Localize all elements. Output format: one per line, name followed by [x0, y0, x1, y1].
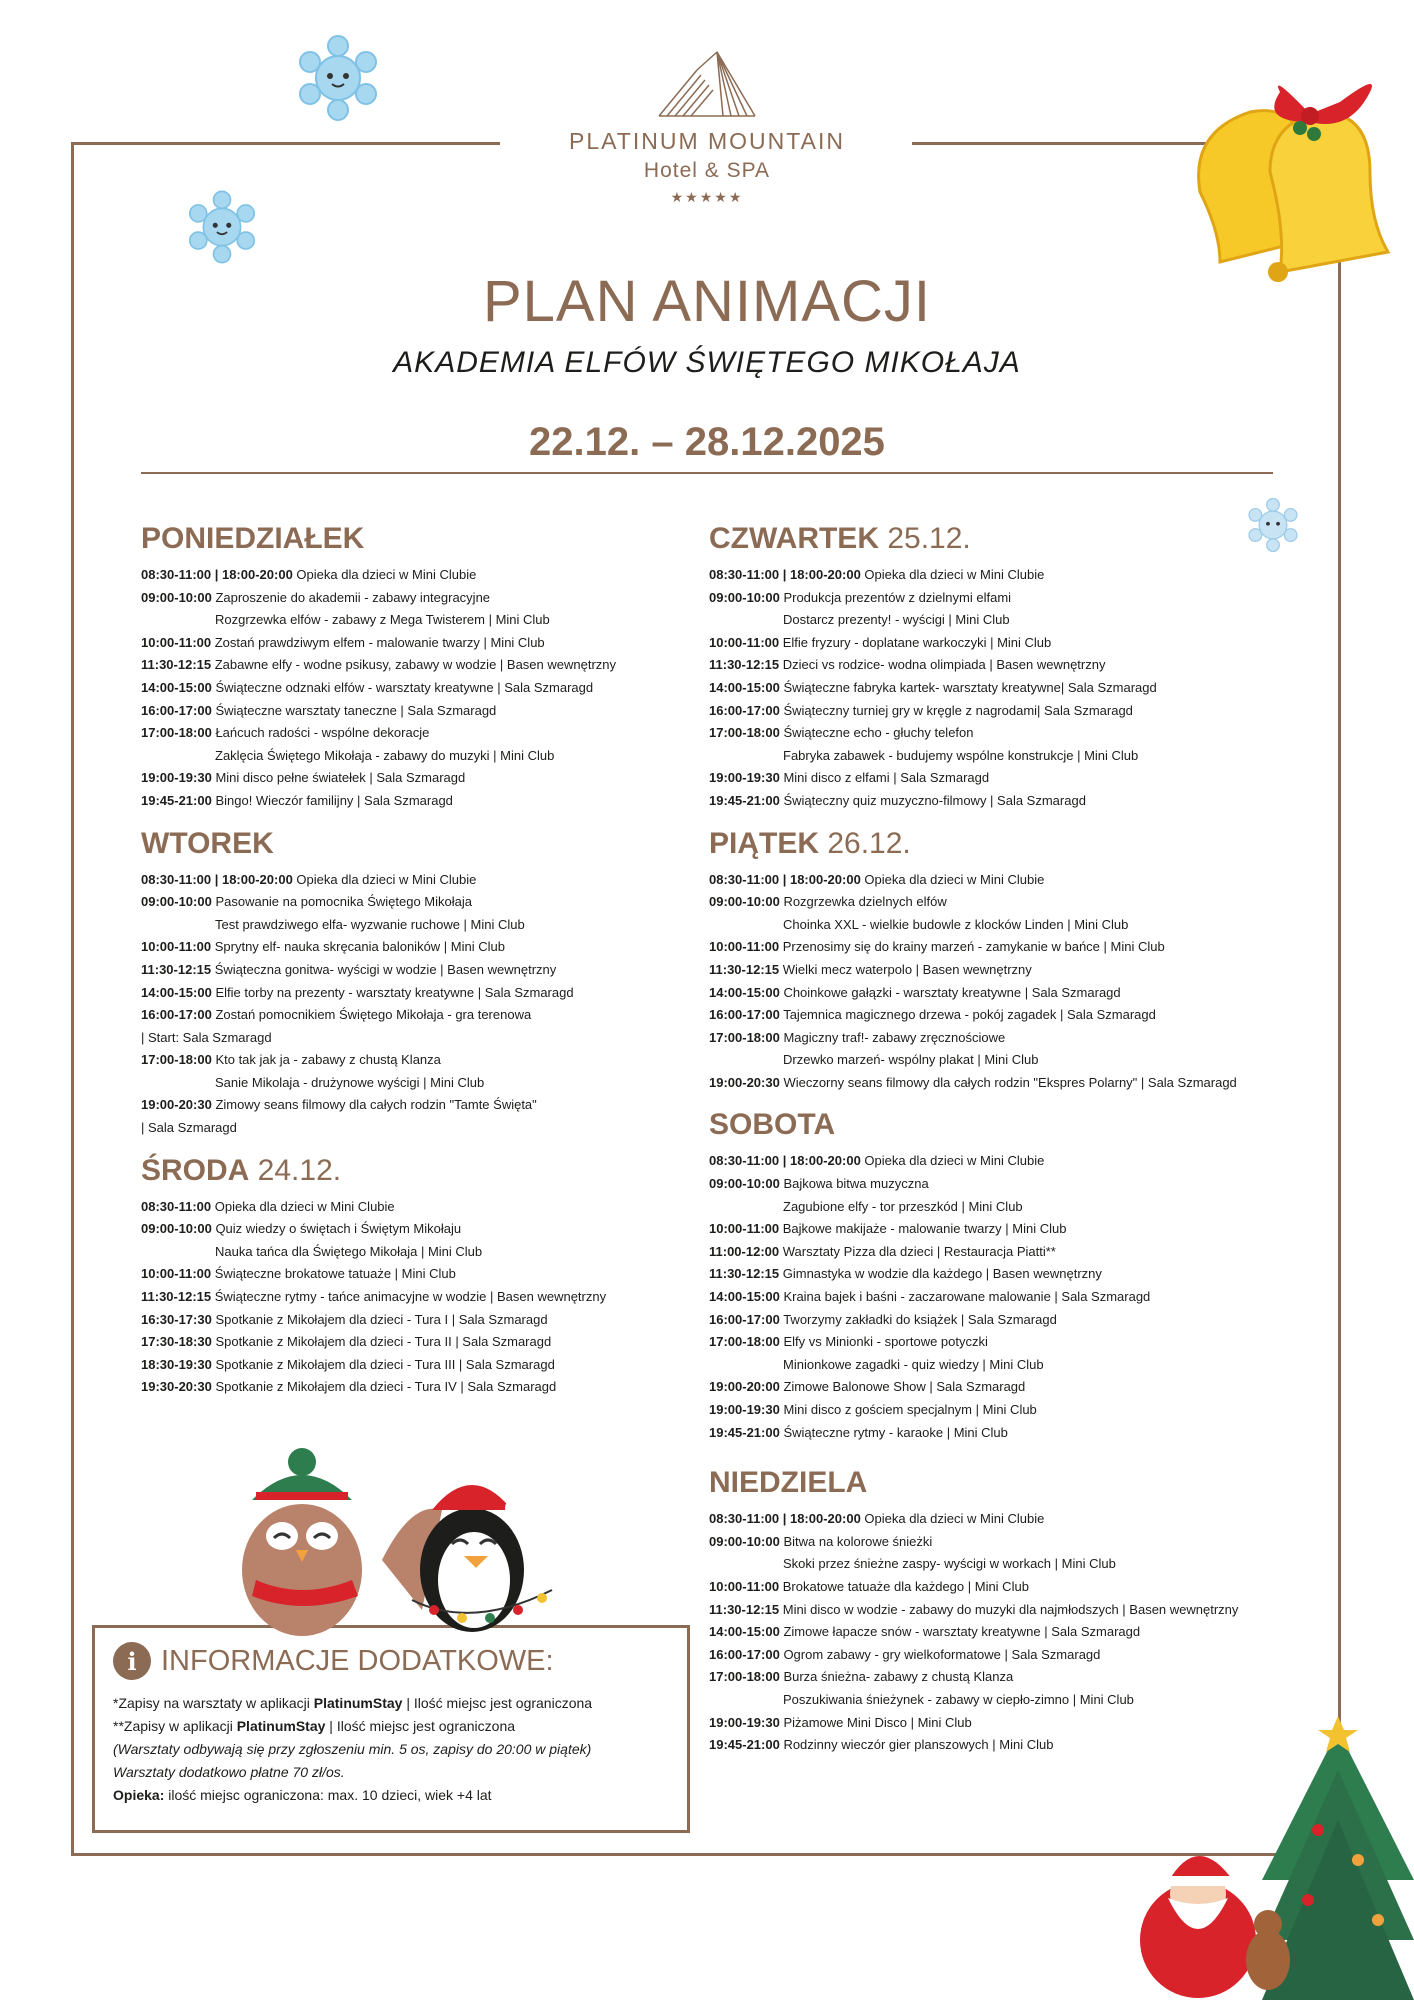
schedule-time: 16:00-17:00 — [709, 1311, 780, 1327]
schedule-row — [709, 767, 1289, 790]
schedule-time: 08:30-11:00 | 18:00-20:00 — [709, 1511, 861, 1527]
schedule-activity: | Sala Szmaragd — [141, 1120, 237, 1136]
schedule-row — [141, 745, 721, 768]
schedule-activity: Fabryka zabawek - budujemy wspólne konstrukcje | Mini Club — [783, 747, 1139, 763]
schedule-row — [141, 1331, 721, 1354]
schedule-row — [141, 767, 721, 790]
schedule-time: 16:30-17:30 — [141, 1311, 212, 1327]
schedule-row — [709, 1576, 1289, 1599]
schedule-row — [709, 677, 1289, 700]
schedule-row — [709, 1072, 1289, 1095]
schedule-row — [141, 1376, 721, 1399]
schedule-time: 17:00-18:00 — [709, 725, 780, 741]
schedule-row — [709, 700, 1289, 723]
schedule-activity: Bitwa na kolorowe śnieżki — [779, 1533, 933, 1549]
day-monday — [141, 520, 721, 813]
schedule-activity: Mini disco z gościem specjalnym | Mini Club — [779, 1402, 1037, 1417]
schedule-time: 09:00-10:00 — [141, 1221, 212, 1237]
schedule-row — [709, 959, 1289, 982]
schedule-activity: Łańcuch radości - wspólne dekoracje — [211, 725, 430, 741]
schedule-time: 08:30-11:00 | 18:00-20:00 — [709, 567, 861, 582]
schedule-activity: Bajkowa bitwa muzyczna — [779, 1176, 929, 1192]
schedule-activity: Choinka XXL - wielkie budowle z klocków Linden | Mini Club — [783, 916, 1129, 932]
page-title: PLAN ANIMACJI — [482, 269, 932, 334]
schedule-activity: Skoki przez śnieżne zaspy- wyścigi w workach | Mini Club — [783, 1556, 1116, 1572]
schedule-activity: Sanie Mikolaja - drużynowe wyścigi | Mini Club — [215, 1074, 485, 1090]
schedule-time: 10:00-11:00 — [709, 634, 780, 650]
schedule-time: 17:00-18:00 — [141, 1052, 212, 1068]
schedule-row — [709, 1004, 1289, 1027]
schedule-time: 11:30-12:15 — [709, 961, 780, 977]
schedule-activity: Świąteczne rytmy - tańce animacyjne w wodzie | Basen wewnętrzny — [211, 1289, 607, 1305]
schedule-time: 14:00-15:00 — [709, 1289, 780, 1305]
schedule-row — [709, 790, 1289, 813]
schedule-row — [141, 936, 721, 959]
schedule-activity: | Start: Sala Szmaragd — [141, 1029, 272, 1045]
schedule-activity: Tajemnica magicznego drzewa - pokój zagadek | Sala Szmaragd — [779, 1007, 1156, 1023]
schedule-activity: Kraina bajek i baśni - zaczarowane malowanie | Sala Szmaragd — [779, 1289, 1151, 1305]
schedule-time: 19:30-20:30 — [141, 1379, 212, 1395]
schedule-row — [709, 1331, 1289, 1354]
info-line-2: **Zapisy w aplikacji PlatinumStay | Ilość miejsc jest ograniczona — [113, 1718, 516, 1734]
schedule-activity: Świąteczny quiz muzyczno-filmowy | Sala Szmaragd — [779, 792, 1086, 808]
schedule-row — [141, 587, 721, 610]
schedule-activity: Dostarcz prezenty! - wyścigi | Mini Club — [783, 612, 1010, 628]
schedule-row — [141, 564, 721, 587]
schedule-row — [141, 1241, 721, 1264]
schedule-activity: Rodzinny wieczór gier planszowych | Mini Club — [779, 1737, 1054, 1753]
schedule-row — [141, 677, 721, 700]
schedule-time: 09:00-10:00 — [709, 589, 780, 605]
day-thursday — [709, 520, 1289, 813]
schedule-activity: Zostań pomocnikiem Świętego Mikołaja - gra terenowa — [211, 1007, 532, 1023]
schedule-activity: Gimnastyka w wodzie dla każdego | Basen wewnętrzny — [779, 1266, 1102, 1282]
schedule-activity: Elfy vs Minionki - sportowe potyczki — [779, 1334, 988, 1350]
schedule-time: 19:00-20:30 — [709, 1074, 780, 1090]
schedule-activity: Opieka dla dzieci w Mini Clubie — [860, 567, 1045, 582]
schedule-activity: Mini disco pełne światełek | Sala Szmaragd — [211, 770, 466, 786]
info-title: INFORMACJE DODATKOWE: — [161, 1644, 554, 1677]
schedule-row — [709, 1354, 1289, 1377]
schedule-row — [141, 1286, 721, 1309]
schedule-activity: Opieka dla dzieci w Mini Clubie — [860, 1153, 1045, 1169]
schedule-time: 08:30-11:00 | 18:00-20:00 — [709, 1153, 861, 1169]
snowflake-icon — [1244, 496, 1302, 554]
schedule-activity: Bajkowe makijaże - malowanie twarzy | Mini Club — [779, 1221, 1067, 1237]
schedule-activity: Spotkanie z Mikołajem dla dzieci - Tura IV | Sala Szmaragd — [211, 1379, 557, 1395]
schedule-time: 16:00-17:00 — [709, 1646, 780, 1662]
schedule-time: 09:00-10:00 — [709, 1533, 780, 1549]
schedule-activity: Zaproszenie do akademii - zabawy integracyjne — [211, 589, 491, 605]
schedule-time: 09:00-10:00 — [709, 894, 780, 910]
info-line-5: Opieka: ilość miejsc ograniczona: max. 10 dzieci, wiek +4 lat — [113, 1787, 492, 1803]
schedule-activity: Zagubione elfy - tor przeszkód | Mini Club — [783, 1198, 1023, 1214]
schedule-row — [709, 1027, 1289, 1050]
schedule-row — [709, 1241, 1289, 1264]
schedule-row — [709, 1173, 1289, 1196]
schedule-row — [709, 1644, 1289, 1667]
schedule-time: 19:45-21:00 — [709, 792, 780, 808]
schedule-row — [709, 869, 1289, 892]
schedule-time: 10:00-11:00 — [141, 634, 212, 650]
info-line-4: Warsztaty dodatkowo płatne 70 zł/os. — [113, 1764, 345, 1780]
schedule-time: 11:30-12:15 — [709, 1266, 780, 1282]
schedule-row — [141, 1049, 721, 1072]
schedule-time: 17:00-18:00 — [709, 1669, 780, 1685]
hotel-logo — [520, 50, 894, 206]
schedule-row — [709, 1399, 1289, 1422]
schedule-activity: Świąteczne echo - głuchy telefon — [779, 725, 974, 741]
schedule-row — [709, 1196, 1289, 1219]
schedule-activity: Zimowy seans filmowy dla całych rodzin "Tamte Święta" — [211, 1097, 537, 1113]
schedule-time: 19:00-19:30 — [141, 770, 212, 786]
schedule-row — [709, 745, 1289, 768]
schedule-time: 17:00-18:00 — [141, 725, 212, 741]
day-saturday — [709, 1106, 1289, 1444]
schedule-row — [141, 869, 721, 892]
schedule-time: 11:00-12:00 — [709, 1243, 780, 1259]
christmas-bells-icon — [1160, 72, 1396, 286]
schedule-row — [141, 700, 721, 723]
schedule-activity: Minionkowe zagadki - quiz wiedzy | Mini Club — [783, 1356, 1044, 1372]
schedule-activity: Brokatowe tatuaże dla każdego | Mini Club — [779, 1578, 1029, 1594]
schedule-row — [141, 1004, 721, 1027]
schedule-row — [141, 959, 721, 982]
schedule-row — [709, 632, 1289, 655]
schedule-activity: Choinkowe gałązki - warsztaty kreatywne | Sala Szmaragd — [779, 984, 1121, 1000]
schedule-activity: Poszukiwania śnieżynek - zabawy w ciepło-zimno | Mini Club — [783, 1691, 1134, 1707]
left-column — [141, 520, 721, 1411]
schedule-row — [141, 1354, 721, 1377]
schedule-activity: Rozgrzewka elfów - zabawy z Mega Twisterem | Mini Club — [215, 612, 550, 628]
snowflake-icon — [180, 188, 264, 266]
schedule-row — [709, 1309, 1289, 1332]
schedule-time: 11:30-12:15 — [141, 1289, 212, 1305]
schedule-activity: Spotkanie z Mikołajem dla dzieci - Tura I | Sala Szmaragd — [211, 1311, 548, 1327]
schedule-activity: Opieka dla dzieci w Mini Clubie — [860, 871, 1045, 887]
schedule-activity: Bingo! Wieczór familijny | Sala Szmaragd — [211, 792, 453, 808]
schedule-row — [709, 891, 1289, 914]
schedule-row — [709, 654, 1289, 677]
schedule-time: 09:00-10:00 — [141, 589, 212, 605]
schedule-row — [141, 722, 721, 745]
schedule-time: 16:00-17:00 — [709, 1007, 780, 1023]
schedule-activity: Pasowanie na pomocnika Świętego Mikołaja — [211, 894, 472, 910]
schedule-activity: Opieka dla dzieci w Mini Clubie — [860, 1511, 1045, 1527]
schedule-row — [141, 914, 721, 937]
day-title: SOBOTA — [709, 1108, 836, 1142]
schedule-time: 08:30-11:00 | 18:00-20:00 — [141, 567, 293, 582]
schedule-time: 14:00-15:00 — [709, 984, 780, 1000]
schedule-row — [709, 1286, 1289, 1309]
schedule-activity: Burza śnieżna- zabawy z chustą Klanza — [779, 1669, 1014, 1685]
schedule-time: 19:00-20:00 — [709, 1379, 780, 1395]
schedule-activity: Spotkanie z Mikołajem dla dzieci - Tura III | Sala Szmaragd — [211, 1356, 555, 1372]
info-icon: i — [113, 1642, 151, 1680]
brand-subtitle: Hotel & SPA — [643, 159, 771, 182]
schedule-time: 17:00-18:00 — [709, 1029, 780, 1045]
schedule-time: 17:30-18:30 — [141, 1334, 212, 1350]
schedule-activity: Elfie torby na prezenty - warsztaty kreatywne | Sala Szmaragd — [211, 984, 574, 1000]
schedule-activity: Mini disco w wodzie - zabawy do muzyki dla najmłodszych | Basen wewnętrzny — [779, 1601, 1239, 1617]
brand-name: PLATINUM MOUNTAIN — [569, 128, 845, 154]
schedule-activity: Wieczorny seans filmowy dla całych rodzin "Ekspres Polarny" | Sala Szmaragd — [779, 1074, 1237, 1090]
schedule-activity: Kto tak jak ja - zabawy z chustą Klanza — [211, 1052, 441, 1068]
schedule-activity: Dzieci vs rodzice- wodna olimpiada | Basen wewnętrzny — [779, 657, 1106, 673]
schedule-activity: Warsztaty Pizza dla dzieci | Restauracja Piatti** — [779, 1243, 1056, 1259]
schedule-time: 14:00-15:00 — [141, 984, 212, 1000]
schedule-row — [141, 891, 721, 914]
schedule-row — [709, 1599, 1289, 1622]
schedule-time: 17:00-18:00 — [709, 1334, 780, 1350]
schedule-time: 09:00-10:00 — [709, 1176, 780, 1192]
info-box — [92, 1625, 690, 1833]
schedule-time: 14:00-15:00 — [709, 679, 780, 695]
day-title: ŚRODA 24.12. — [141, 1153, 342, 1187]
schedule-row — [141, 1094, 721, 1117]
schedule-row — [709, 1049, 1289, 1072]
day-title: NIEDZIELA — [709, 1466, 868, 1500]
schedule-row — [141, 1309, 721, 1332]
schedule-time: 16:00-17:00 — [141, 702, 212, 718]
schedule-row — [141, 982, 721, 1005]
day-title: PIĄTEK 26.12. — [709, 826, 911, 860]
schedule-time: 11:30-12:15 — [709, 657, 780, 673]
schedule-activity: Drzewko marzeń- wspólny plakat | Mini Club — [783, 1052, 1039, 1068]
schedule-time: 10:00-11:00 — [709, 939, 780, 955]
schedule-activity: Sprytny elf- nauka skręcania baloników | Mini Club — [211, 939, 505, 955]
schedule-row — [709, 936, 1289, 959]
schedule-row — [141, 609, 721, 632]
schedule-activity: Świąteczne brokatowe tatuaże | Mini Club — [211, 1266, 456, 1282]
schedule-row — [141, 790, 721, 813]
info-line-1: *Zapisy na warsztaty w aplikacji PlatinumStay | Ilość miejsc jest ograniczona — [113, 1695, 593, 1711]
owl-penguin-illustration — [212, 1440, 572, 1636]
schedule-activity: Opieka dla dzieci w Mini Clubie — [211, 1198, 395, 1214]
schedule-activity: Świąteczne odznaki elfów - warsztaty kreatywne | Sala Szmaragd — [211, 679, 594, 695]
schedule-activity: Świąteczny turniej gry w kręgle z nagrodami| Sala Szmaragd — [779, 702, 1133, 718]
day-title: WTOREK — [141, 826, 274, 860]
schedule-row — [709, 1218, 1289, 1241]
schedule-activity: Opieka dla dzieci w Mini Clubie — [292, 871, 477, 887]
schedule-row — [709, 1376, 1289, 1399]
day-title: PONIEDZIAŁEK — [141, 522, 365, 555]
schedule-row — [709, 982, 1289, 1005]
schedule-time: 10:00-11:00 — [141, 1266, 212, 1282]
schedule-time: 10:00-11:00 — [709, 1221, 780, 1237]
schedule-activity: Zimowe Balonowe Show | Sala Szmaragd — [779, 1379, 1026, 1395]
schedule-time: 10:00-11:00 — [141, 939, 212, 955]
schedule-time: 19:00-20:30 — [141, 1097, 212, 1113]
schedule-activity: Quiz wiedzy o świętach i Świętym Mikołaju — [211, 1221, 462, 1237]
schedule-time: 16:00-17:00 — [709, 702, 780, 718]
schedule-activity: Piżamowe Mini Disco | Mini Club — [779, 1714, 972, 1730]
schedule-row — [141, 1263, 721, 1286]
santa-tree-illustration — [1138, 1710, 1414, 2000]
schedule-row — [141, 632, 721, 655]
snowflake-icon — [292, 32, 384, 124]
schedule-row — [709, 1150, 1289, 1173]
schedule-time: 18:30-19:30 — [141, 1356, 212, 1372]
schedule-activity: Nauka tańca dla Świętego Mikołaja | Mini Club — [215, 1243, 483, 1259]
page-subtitle: AKADEMIA ELFÓW ŚWIĘTEGO MIKOŁAJA — [393, 346, 1021, 379]
schedule-activity: Świąteczne warsztaty taneczne | Sala Szmaragd — [211, 702, 497, 718]
schedule-time: 19:00-19:30 — [709, 770, 780, 786]
schedule-row — [709, 564, 1289, 587]
schedule-row — [141, 1117, 721, 1140]
schedule-activity: Zostań prawdziwym elfem - malowanie twarzy | Mini Club — [211, 634, 545, 650]
schedule-row — [141, 1218, 721, 1241]
schedule-time: 16:00-17:00 — [141, 1007, 212, 1023]
schedule-activity: Świąteczne rytmy - karaoke | Mini Club — [779, 1424, 1008, 1440]
schedule-activity: Opieka dla dzieci w Mini Clubie — [292, 567, 477, 582]
title-divider — [141, 472, 1273, 474]
schedule-activity: Świąteczne fabryka kartek- warsztaty kreatywne| Sala Szmaragd — [779, 679, 1157, 695]
schedule-row — [709, 1508, 1289, 1531]
schedule-row — [709, 1666, 1289, 1689]
mountain-logo-icon — [657, 50, 757, 118]
schedule-time: 08:30-11:00 | 18:00-20:00 — [709, 871, 861, 887]
right-column — [709, 520, 1289, 1769]
day-friday — [709, 825, 1289, 1095]
day-title: CZWARTEK 25.12. — [709, 522, 971, 555]
schedule-row — [709, 1422, 1289, 1445]
schedule-row — [709, 1263, 1289, 1286]
schedule-time: 08:30-11:00 — [141, 1198, 212, 1214]
schedule-activity: Rozgrzewka dzielnych elfów — [779, 894, 947, 910]
schedule-activity: Spotkanie z Mikołajem dla dzieci - Tura II | Sala Szmaragd — [211, 1334, 552, 1350]
schedule-activity: Przenosimy się do krainy marzeń - zamykanie w bańce | Mini Club — [779, 939, 1165, 955]
schedule-row — [709, 914, 1289, 937]
schedule-row — [141, 1027, 721, 1050]
schedule-row — [141, 1196, 721, 1219]
schedule-row — [709, 587, 1289, 610]
schedule-activity: Elfie fryzury - doplatane warkoczyki | Mini Club — [779, 634, 1052, 650]
schedule-row — [141, 654, 721, 677]
schedule-activity: Wielki mecz waterpolo | Basen wewnętrzny — [779, 961, 1032, 977]
schedule-time: 19:00-19:30 — [709, 1402, 780, 1417]
schedule-activity: Zimowe łapacze snów - warsztaty kreatywne | Sala Szmaragd — [779, 1624, 1141, 1640]
schedule-time: 11:30-12:15 — [141, 961, 212, 977]
schedule-time: 10:00-11:00 — [709, 1578, 780, 1594]
schedule-time: 08:30-11:00 | 18:00-20:00 — [141, 871, 293, 887]
schedule-activity: Tworzymy zakładki do książek | Sala Szmaragd — [779, 1311, 1057, 1327]
schedule-time: 14:00-15:00 — [709, 1624, 780, 1640]
schedule-time: 19:45-21:00 — [709, 1424, 780, 1440]
schedule-time: 19:45-21:00 — [141, 792, 212, 808]
schedule-activity: Zaklęcia Świętego Mikołaja - zabawy do muzyki | Mini Club — [215, 747, 555, 763]
schedule-activity: Zabawne elfy - wodne psikusy, zabawy w wodzie | Basen wewnętrzny — [211, 657, 617, 673]
brand-stars: ★★★★★ — [670, 189, 744, 205]
schedule-time: 19:00-19:30 — [709, 1714, 780, 1730]
schedule-activity: Świąteczna gonitwa- wyścigi w wodzie | Basen wewnętrzny — [211, 961, 557, 977]
schedule-activity: Ogrom zabawy - gry wielkoformatowe | Sala Szmaragd — [779, 1646, 1101, 1662]
schedule-row — [709, 722, 1289, 745]
schedule-row — [709, 1553, 1289, 1576]
schedule-time: 09:00-10:00 — [141, 894, 212, 910]
schedule-row — [709, 1531, 1289, 1554]
schedule-activity: Mini disco z elfami | Sala Szmaragd — [779, 770, 990, 786]
date-range: 22.12. – 28.12.2025 — [529, 420, 885, 464]
schedule-activity: Produkcja prezentów z dzielnymi elfami — [779, 589, 1012, 605]
schedule-time: 11:30-12:15 — [141, 657, 212, 673]
schedule-row — [709, 609, 1289, 632]
schedule-time: 14:00-15:00 — [141, 679, 212, 695]
info-line-3: (Warsztaty odbywają się przy zgłoszeniu min. 5 os, zapisy do 20:00 w piątek) — [113, 1741, 592, 1757]
schedule-activity: Magiczny traf!- zabawy zręcznościowe — [779, 1029, 1006, 1045]
info-header — [113, 1642, 669, 1680]
schedule-time: 11:30-12:15 — [709, 1601, 780, 1617]
day-tuesday — [141, 825, 721, 1140]
schedule-row — [709, 1689, 1289, 1712]
schedule-time: 19:45-21:00 — [709, 1737, 780, 1753]
schedule-row — [141, 1072, 721, 1095]
schedule-row — [709, 1621, 1289, 1644]
day-wednesday — [141, 1152, 721, 1399]
schedule-activity: Test prawdziwego elfa- wyzwanie ruchowe | Mini Club — [215, 916, 525, 932]
